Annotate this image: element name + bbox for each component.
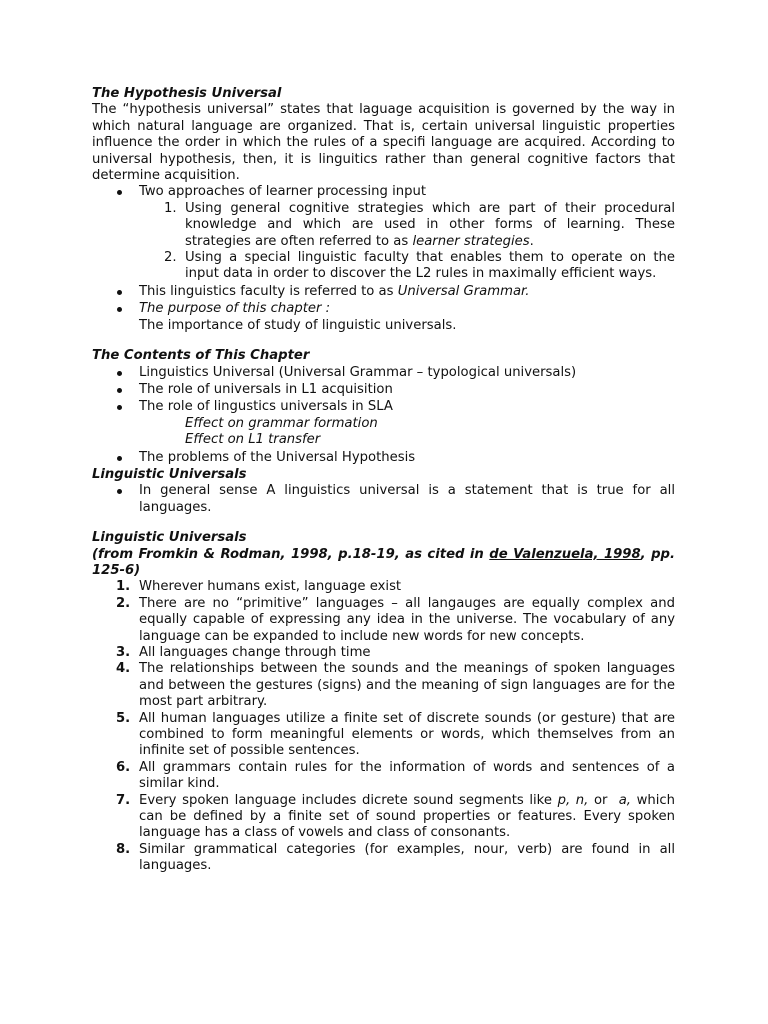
list-item: 8. Similar grammatical categories (for examples, nour, verb) are found in all languages.: [116, 841, 675, 874]
list-item: 7. Every spoken language includes dicrete sound segments like p, n, or a, which can be defined by a finite set of sound properties or features. Every spoken language has a class of vowels and class of consonants.: [116, 792, 676, 841]
bullet-list: [92, 184, 675, 334]
list-item: 2. There are no “primitive” languages – all langauges are equally complex and equally capable of expressing any idea in the universe. The vocabulary of any language can be expanded to include new words for new concepts.: [116, 595, 675, 644]
bullet-list: [92, 483, 675, 516]
list-item: 2. Using a special linguistic faculty that enables them to operate on the input data in order to discover the L2 rules in maximally efficient ways.: [164, 250, 675, 282]
bullet-list: [92, 365, 675, 466]
list-item: 5. All human languages utilize a finite set of discrete sounds (or gesture) that are combined to form meaningful elements or words, which themselves from an infinite set of possible sentences.: [116, 710, 675, 759]
section-heading-linguistic-universals: Linguistic Universals: [92, 466, 247, 482]
list-item: [92, 184, 675, 282]
list-item: 1. Using general cognitive strategies which are part of their procedural knowledge and which are used in other forms of learning. These strategies are often referred to as learner strategies.: [164, 200, 675, 249]
sub-item: Effect on L1 transfer: [185, 432, 321, 448]
citation-link[interactable]: de Valenzuela, 1998: [489, 546, 641, 562]
section-heading-linguistic-universals-2: Linguistic Universals: [92, 530, 247, 546]
list-item: The role of lingustics universals in SLA Effect on grammar formation Effect on L1 transfer: [92, 399, 675, 448]
list-item: The problems of the Universal Hypothesis: [92, 450, 675, 466]
list-item: Linguistics Universal (Universal Grammar – typological universals): [92, 365, 675, 381]
bullet-text: Two approaches of learner processing input: [139, 184, 427, 200]
list-item: The purpose of this chapter : The importance of study of linguistic universals.: [92, 301, 675, 334]
list-item: 3. All languages change through time: [116, 645, 371, 660]
sub-item: Effect on grammar formation: [185, 415, 378, 431]
section-heading-contents: The Contents of This Chapter: [92, 348, 310, 364]
list-item: 6. All grammars contain rules for the information of words and sentences of a similar kind.: [116, 759, 675, 792]
list-item: 4. The relationships between the sounds and the meanings of spoken languages and between the gestures (signs) and the meaning of sign languages are for the most part arbitrary.: [116, 661, 675, 710]
list-item: 1. Wherever humans exist, language exist: [116, 579, 402, 595]
citation: (from Fromkin & Rodman, 1998, p.18-19, as cited in de Valenzuela, 1998, pp. 125-6): [92, 546, 676, 578]
document-content: [92, 86, 675, 875]
sub-numbered-list: [139, 201, 675, 283]
section-heading-hypothesis-universal: The Hypothesis Universal: [92, 86, 282, 101]
universals-list: [92, 579, 675, 874]
intro-paragraph: The “hypothesis universal” states that laguage acquisition is governed by the way in which natural language are organized. That is, certain universal linguistic properties influence the order in which the rules of a specifi language are acquired. According to universal hypothesis, then, it is linguitics rather than general cognitive factors that determine acquisition.: [92, 102, 675, 184]
list-item: The role of universals in L1 acquisition: [92, 382, 675, 398]
list-item: This linguistics faculty is referred to as Universal Grammar.: [92, 284, 675, 300]
list-item: In general sense A linguistics universal is a statement that is true for all languages.: [92, 483, 675, 516]
